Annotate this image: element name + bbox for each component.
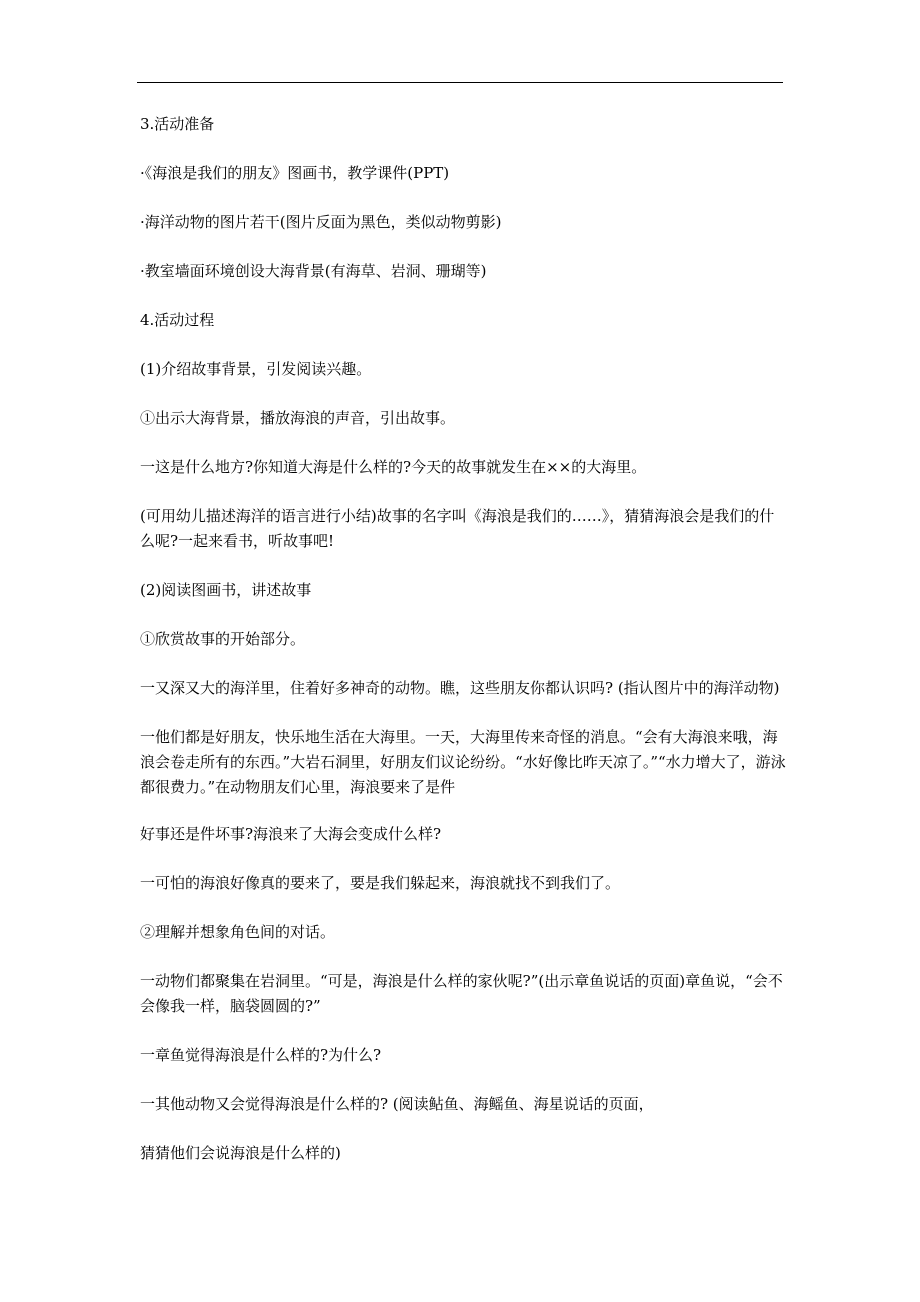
section-heading-preparation: 3.活动准备 — [140, 115, 215, 133]
body-paragraph: (可用幼儿描述海洋的语言进行小结)故事的名字叫《海浪是我们的……》，猜猜海浪会是我们的什么呢?一起来看书，听故事吧! — [140, 507, 775, 550]
dialogue-paragraph: 一又深又大的海洋里，住着好多神奇的动物。瞧，这些朋友你都认识吗? (指认图片中的海洋动物) — [140, 679, 780, 697]
dialogue-paragraph: 一他们都是好朋友，快乐地生活在大海里。一天，大海里传来奇怪的消息。“会有大海浪来哦，海浪会卷走所有的东西。”大岩石洞里，好朋友们议论纷纷。“水好像比昨天凉了。”“水力增大了，游泳都很费力。”在动物朋友们心里，海浪要来了是件 — [140, 728, 786, 796]
section-heading-process: 4.活动过程 — [140, 311, 215, 329]
dialogue-paragraph: 一这是什么地方?你知道大海是什么样的?今天的故事就发生在××的大海里。 — [140, 458, 647, 476]
bullet-item-animal-pictures: ·海洋动物的图片若干(图片反面为黑色，类似动物剪影) — [140, 213, 502, 231]
step-heading-2: (2)阅读图画书，讲述故事 — [140, 581, 312, 599]
dialogue-paragraph: 一可怕的海浪好像真的要来了，要是我们躲起来，海浪就找不到我们了。 — [140, 874, 621, 892]
substep-heading: ①欣赏故事的开始部分。 — [140, 630, 306, 648]
document-body — [140, 112, 788, 1190]
body-paragraph: 猜猜他们会说海浪是什么样的) — [140, 1144, 341, 1162]
bullet-item-classroom-wall: ·教室墙面环境创设大海背景(有海草、岩洞、珊瑚等) — [140, 262, 487, 280]
dialogue-paragraph: 一其他动物又会觉得海浪是什么样的? (阅读鲇鱼、海鳐鱼、海星说话的页面， — [140, 1095, 654, 1113]
substep-heading: ②理解并想象角色间的对话。 — [140, 923, 336, 941]
dialogue-paragraph: 一章鱼觉得海浪是什么样的?为什么? — [140, 1046, 382, 1064]
substep-heading: ①出示大海背景，播放海浪的声音，引出故事。 — [140, 409, 456, 427]
body-paragraph: 好事还是件坏事?海浪来了大海会变成什么样? — [140, 825, 442, 843]
header-rule — [137, 82, 783, 83]
dialogue-paragraph: 一动物们都聚集在岩洞里。“可是，海浪是什么样的家伙呢?”(出示章鱼说话的页面)章鱼说，“会不会像我一样，脑袋圆圆的?” — [140, 972, 783, 1015]
step-heading-1: (1)介绍故事背景，引发阅读兴趣。 — [140, 360, 372, 378]
bullet-item-picture-book: ·《海浪是我们的朋友》图画书，教学课件(PPT) — [140, 164, 450, 182]
